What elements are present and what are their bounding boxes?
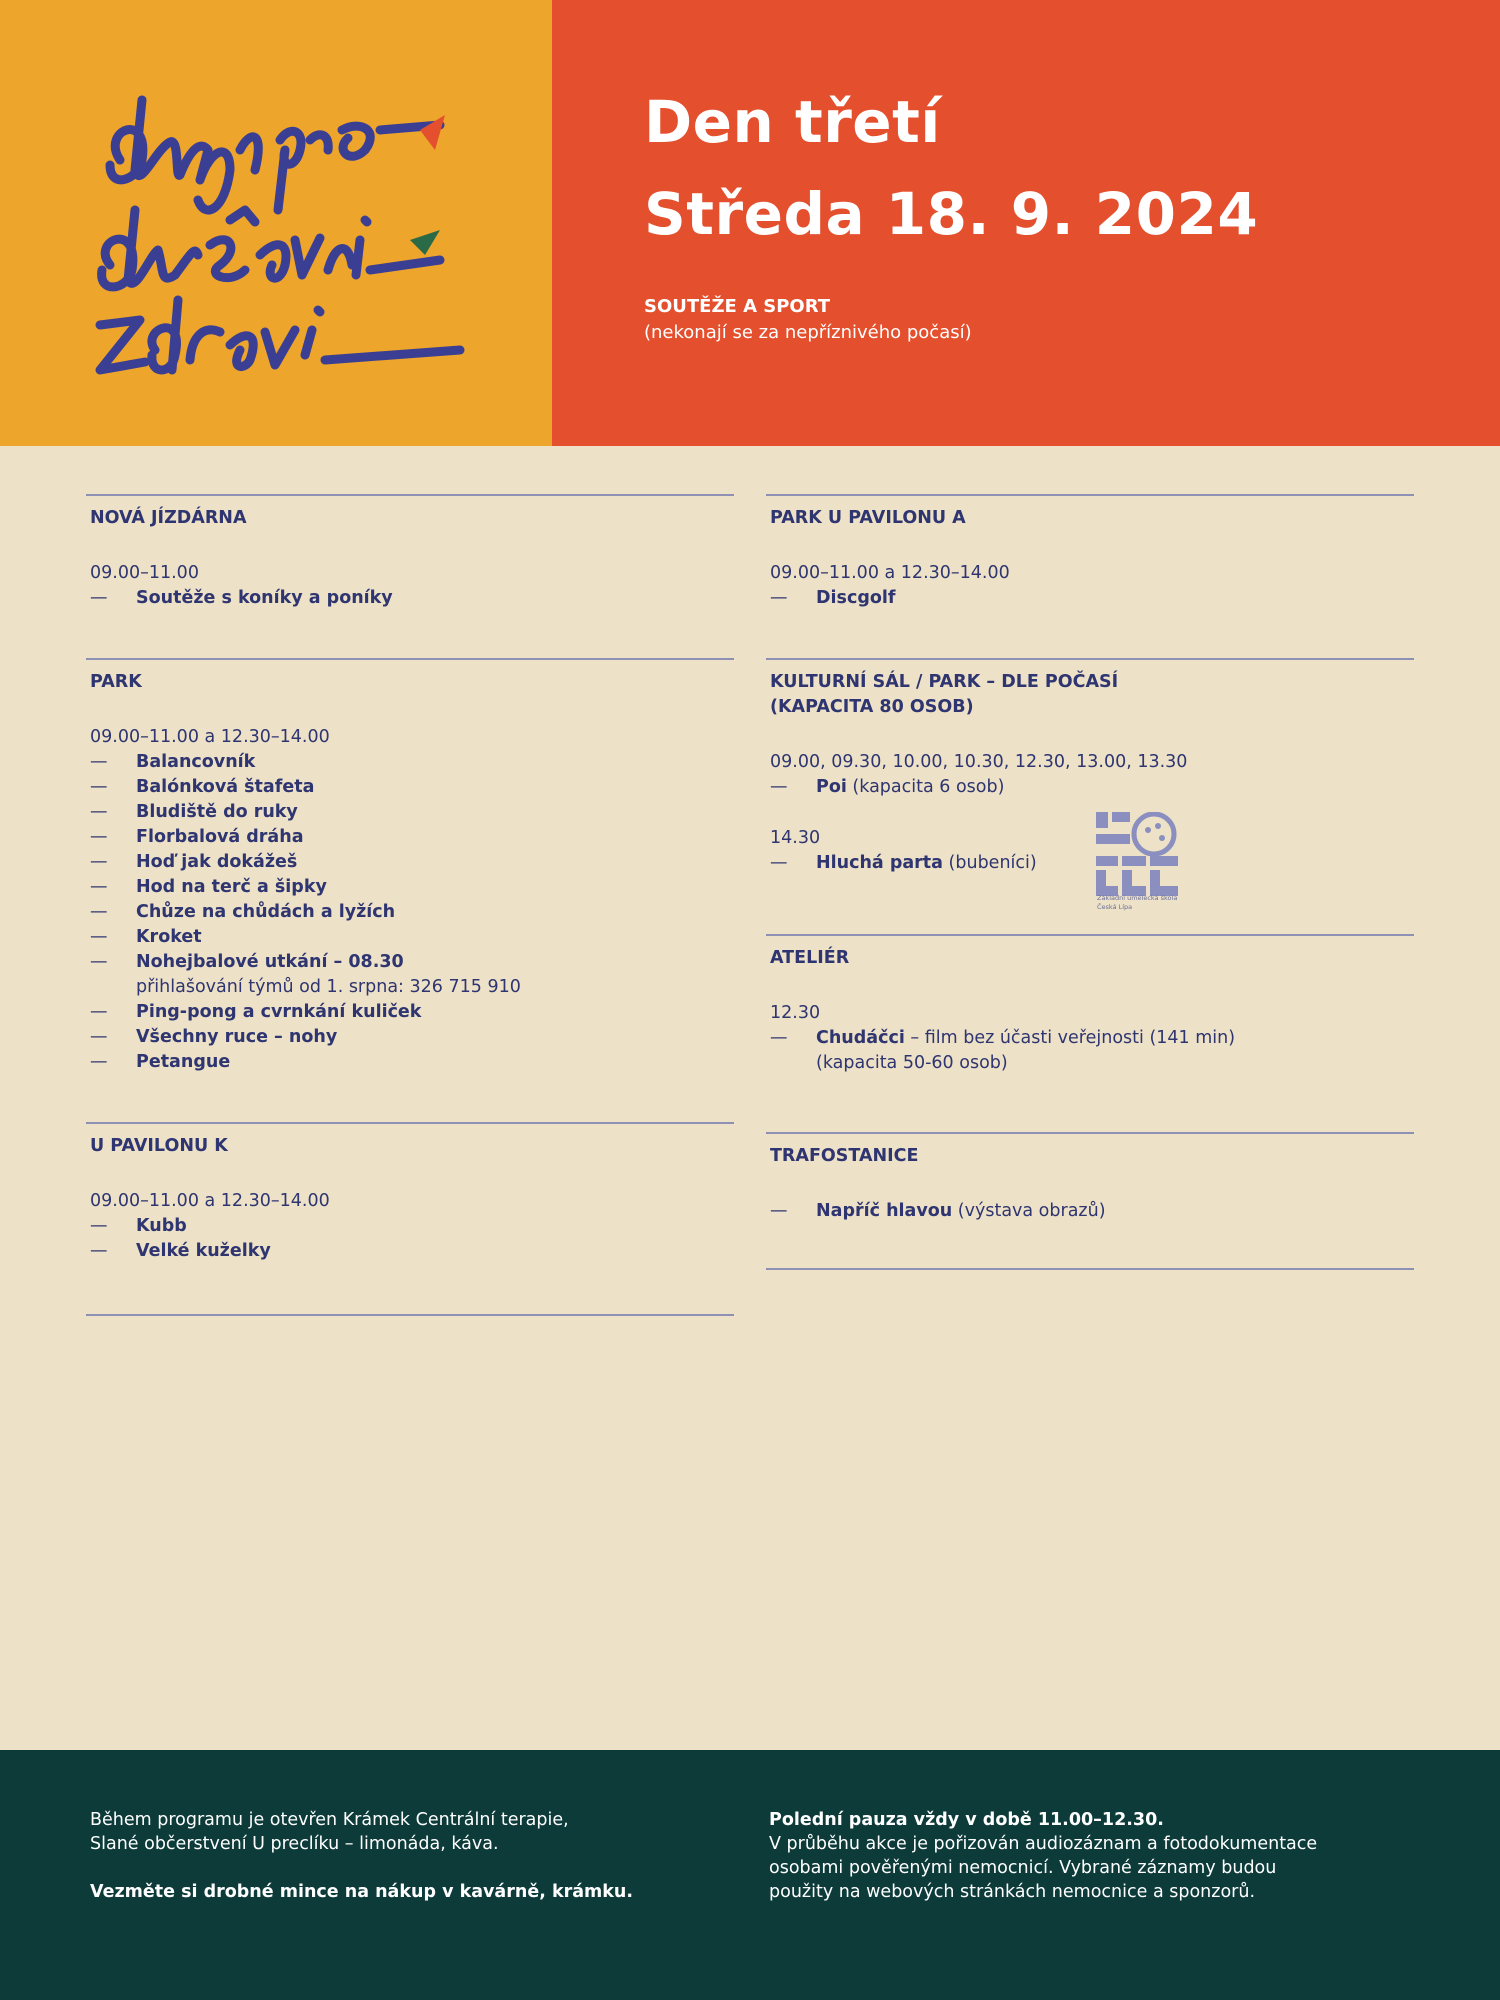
block-title: PARK U PAVILONU A [770,508,966,528]
block-atelier [766,934,1414,1132]
block-time: 09.00–11.00 [90,563,199,583]
list-item: — Balancovník [90,752,256,772]
list-item: — Chůze na chůdách a lyžích [90,902,396,922]
section-title: SOUTĚŽE A SPORT [644,296,831,317]
block-title: PARK [90,672,142,692]
right-column [766,494,1414,1270]
zus-logo-caption: Základní umělecká škola Česká Lípa [1097,894,1178,911]
block-u-pavilonu-k [86,1122,734,1314]
list-item: — Bludiště do ruky [90,802,298,822]
block-time: 12.30 [770,1003,821,1023]
block-title: KULTURNÍ SÁL / PARK – DLE POČASÍ (KAPACITA 80 OSOB) [770,672,1119,717]
list-item: — Velké kuželky [90,1241,271,1261]
section-note: (nekonají se za nepříznivého počasí) [644,322,972,343]
festival-logo [80,70,480,410]
footer-coins-note: Vezměte si drobné mince na nákup v kavárně, krámku. [90,1882,633,1902]
list-item: — Všechny ruce – nohy [90,1027,338,1047]
block-park-u-pavilonu-a [766,494,1414,658]
block-time: 09.00–11.00 a 12.30–14.00 [90,727,330,747]
list-item: — Ping-pong a cvrnkání kuliček [90,1002,422,1022]
footer-right: Polední pauza vždy v době 11.00–12.30. V průběhu akce je pořizován audiozáznam a fotodokumentace osobami pověřenými nemocnicí. Vybrané záznamy budou použity na webových stránkách nemocnice a sponzorů. [769,1808,1449,1904]
list-item: — Kubb [90,1216,187,1236]
title-panel [552,0,1500,446]
item-note: přihlašování týmů od 1. srpna: 326 715 910 [136,977,521,997]
block-time: 09.00–11.00 a 12.30–14.00 [770,563,1010,583]
logo-panel [0,0,552,446]
block-kulturni-sal [766,658,1414,934]
list-item: — Chudáčci – film bez účasti veřejnosti (141 min) [770,1028,1236,1048]
footer-lunch-note: Polední pauza vždy v době 11.00–12.30. [769,1810,1164,1830]
block-park [86,658,734,1122]
list-item: — Soutěže s koníky a poníky [90,588,393,608]
list-item: — Discgolf [770,588,896,608]
header [0,0,1500,446]
block-title: NOVÁ JÍZDÁRNA [90,508,247,528]
day-title: Den třetí [644,88,941,156]
list-item: — Kroket [90,927,202,947]
divider [766,1268,1414,1270]
list-item: — Hoď jak dokážeš [90,852,298,872]
block-title: U PAVILONU K [90,1136,228,1156]
block-title: ATELIÉR [770,948,850,968]
list-item: — Petangue [90,1052,231,1072]
block-time: 14.30 [770,828,821,848]
block-nova-jizdarna [86,494,734,658]
list-item: — Balónková štafeta [90,777,315,797]
footer [0,1750,1500,2000]
footer-left: Během programu je otevřen Krámek Centrální terapie, Slané občerstvení U preclíku – limonáda, káva. Vezměte si drobné mince na nákup v kavárně, krámku. [90,1808,730,1904]
list-item: — Napříč hlavou (výstava obrazů) [770,1201,1106,1221]
block-trafostanice [766,1132,1414,1268]
left-column [86,494,734,1316]
block-time: 09.00, 09.30, 10.00, 10.30, 12.30, 13.00, 13.30 [770,752,1188,772]
list-item: — Florbalová dráha [90,827,304,847]
day-date: Středa 18. 9. 2024 [644,180,1259,248]
list-item: — Hod na terč a šipky [90,877,327,897]
list-item: — Hluchá parta (bubeníci) [770,853,1037,873]
block-time: 09.00–11.00 a 12.30–14.00 [90,1191,330,1211]
item-note: (kapacita 50-60 osob) [816,1053,1008,1073]
list-item: — Poi (kapacita 6 osob) [770,777,1005,797]
list-item: — Nohejbalové utkání – 08.30 [90,952,404,972]
divider [86,1314,734,1316]
block-title: TRAFOSTANICE [770,1146,919,1166]
